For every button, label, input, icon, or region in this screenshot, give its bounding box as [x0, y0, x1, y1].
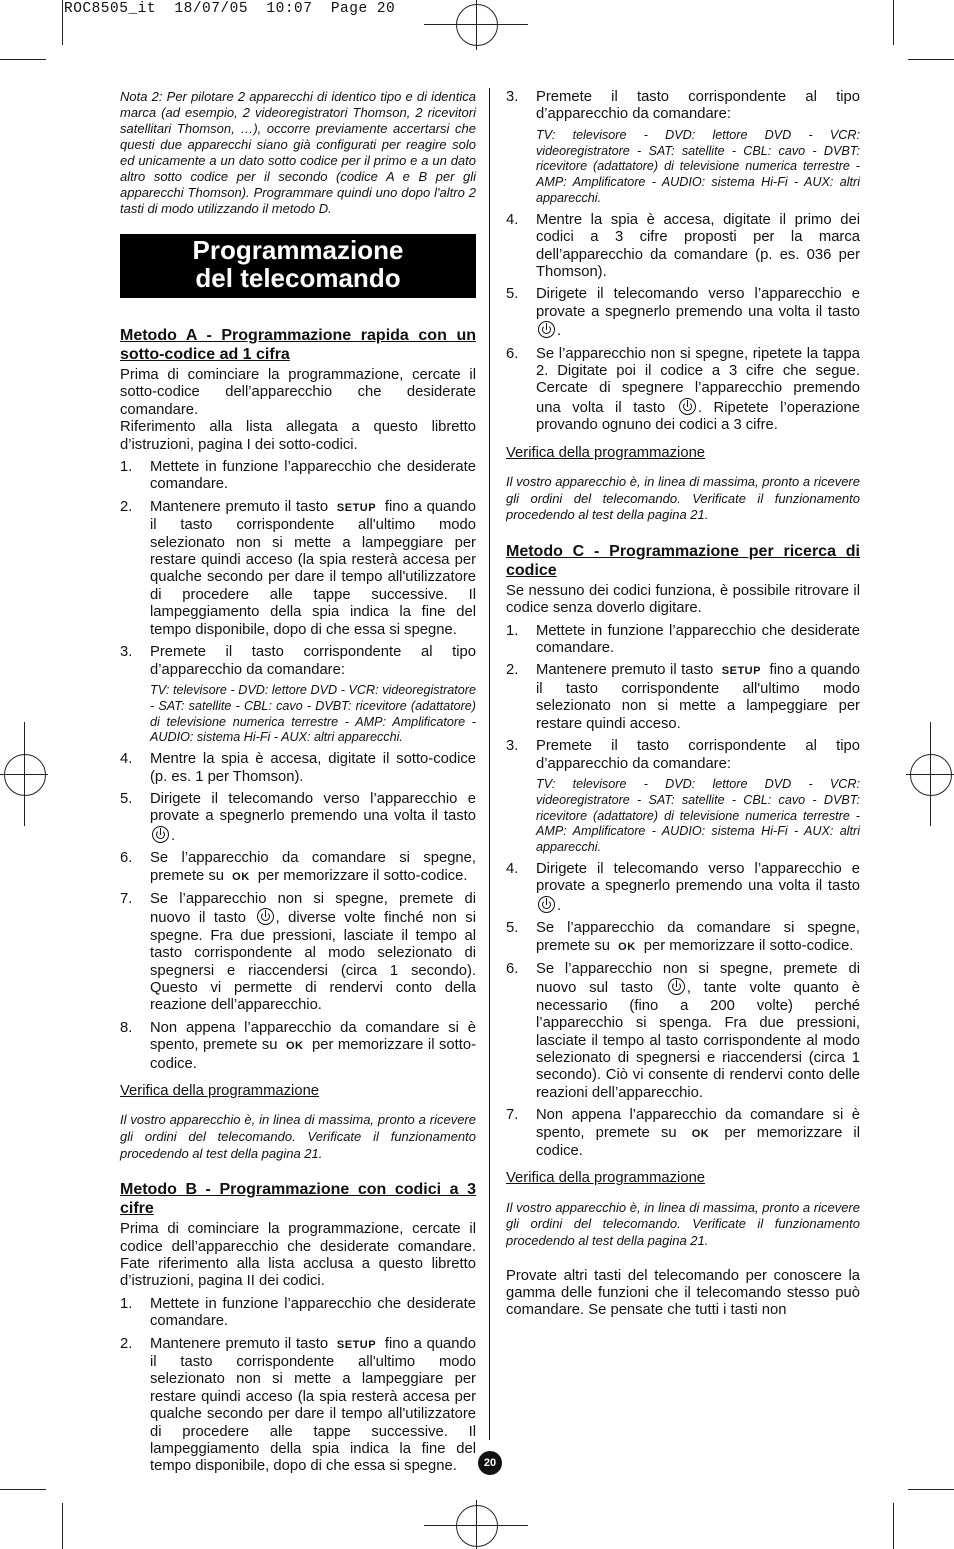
list-item: 3. Premete il tasto corrispondente al tipo d’apparecchio da comandare: TV: televisore - DVD: lettore DVD - VCR: videoregistratore - SAT: satellite - CBL: cavo - DVBT: ricevitore (adattatore) di televisione numerica terrestre - AMP: Amplificatore - AUDIO: sistema Hi-Fi - AUX: altri apparecchi.: [506, 89, 860, 205]
ok-key-label: OK: [618, 940, 636, 953]
registration-mark: [456, 4, 498, 46]
method-c-heading: Metodo C - Programmazione per ricerca di codice: [506, 542, 860, 579]
ok-key-label: OK: [691, 1127, 710, 1140]
crop-mark: [908, 1489, 954, 1490]
verify-note: Il vostro apparecchio è, in linea di massima, pronto a ricevere gli ordini del telecomando. Verificate il funzionamento procedendo al test della pagina 21.: [120, 1112, 476, 1161]
left-column: [120, 89, 476, 1481]
list-item: 6. Se l’apparecchio non si spegne, ripetete la tappa 2. Digitate poi il codice a 3 cifre che segue. Cercate di spegnere l’apparecchio premendo una volta il tasto . Ripetete l’operazione provando ognuno dei codici a 3 cifre.: [506, 345, 860, 434]
list-item: 5. Dirigete il telecomando verso l’apparecchio e provate a spegnerlo premendo una volta il tasto .: [120, 790, 476, 844]
note-2: Nota 2: Per pilotare 2 apparecchi di identico tipo e di identica marca (ad esempio, 2 videoregistratori Thomson, 2 ricevitori satellitari Thomson, …), occorre previamente accertarsi che questi due apparecchi siano già configurati per reagire solo ed unicamente a un dato sotto codice per il primo e a un dato altro sotto codice per il secondo (codice A e B per gli apparecchi Thomson). Programmare quindi uno dopo l'altro 2 tasti di modo utilizzando il metodo D.: [120, 89, 476, 216]
list-item: 4. Mentre la spia è accesa, digitate il sotto-codice (p. es. 1 per Thomson).: [120, 751, 476, 785]
verify-heading: Verifica della programmazione: [120, 1083, 320, 1099]
device-types-note: TV: televisore - DVD: lettore DVD - VCR: videoregistratore - SAT: satellite - CBL: cavo - DVBT: ricevitore (adattatore) di televisione numerica terrestre - AMP: Amplificatore - AUDIO: sistema Hi-Fi - AUX: altri apparecchi.: [150, 682, 476, 745]
crop-mark: [0, 59, 46, 60]
list-item: 4. Mentre la spia è accesa, digitate il primo dei codici a 3 cifre proposti per la marca dell’apparecchio da comandare (p. es. 036 per Thomson).: [506, 211, 860, 281]
list-item: 5. Dirigete il telecomando verso l’apparecchio e provate a spegnerlo premendo una volta il tasto .: [506, 286, 860, 340]
registration-line: [24, 722, 25, 826]
list-item: 6. Se l’apparecchio da comandare si spegne, premete su OK per memorizzare il sotto-codice.: [120, 850, 476, 884]
crop-mark: [908, 59, 954, 60]
setup-key-label: SETUP: [336, 1338, 377, 1351]
registration-mark: [910, 754, 952, 796]
right-column: [506, 89, 860, 1441]
registration-mark: [4, 754, 46, 796]
list-item: 5. Se l’apparecchio da comandare si spegne, premete su OK per memorizzare il sotto-codice.: [506, 920, 860, 954]
list-item: 1. Mettete in funzione l’apparecchio che desiderate comandare.: [120, 1295, 476, 1330]
registration-line: [930, 722, 931, 826]
crop-mark: [893, 0, 894, 45]
section-title-line: Programmazione: [192, 235, 404, 265]
crop-mark: [893, 1503, 894, 1549]
list-item: 7. Non appena l’apparecchio da comandare si è spento, premete su OK per memorizzare il codice.: [506, 1107, 860, 1159]
ok-key-label: OK: [285, 1040, 304, 1053]
power-icon: [679, 398, 696, 415]
registration-mark: [456, 1505, 498, 1547]
column-divider: [489, 88, 490, 1440]
list-item: 4. Dirigete il telecomando verso l’apparecchio e provate a spegnerlo premendo una volta il tasto .: [506, 860, 860, 914]
device-types-note: TV: televisore - DVD: lettore DVD - VCR: videoregistratore - SAT: satellite - CBL: cavo - DVBT: ricevitore (adattatore) di televisione numerica terrestre - AMP: Amplificatore - AUDIO: sistema Hi-Fi - AUX: altri apparecchi.: [536, 127, 860, 205]
crop-mark: [0, 1489, 46, 1490]
method-b-heading: Metodo B - Programmazione con codici a 3 cifre: [120, 1181, 476, 1218]
setup-key-label: SETUP: [721, 665, 761, 678]
power-icon: [668, 978, 685, 995]
registration-line: [476, 1500, 477, 1549]
method-a-reference: Riferimento alla lista allegata a questo libretto d’istruzioni, pagina I dei sotto-codici.: [120, 419, 476, 453]
crop-mark: [62, 0, 63, 45]
list-item: 2. Mantenere premuto il tasto SETUP fino a quando il tasto corrispondente all'ultimo modo selezionato non si mette a lampeggiare per restare quindi acceso (la spia resterà accesa per qualche secondo per dare il tempo all'utilizzatore di procedere alle tappe successive. Il lampeggiamento della spia indica la fine del tempo disponibile, dopo di che essa si spegne.: [120, 498, 476, 638]
power-icon: [538, 321, 555, 338]
registration-line: [476, 0, 477, 50]
method-c-steps: [506, 623, 860, 1161]
list-item: 2. Mantenere premuto il tasto SETUP fino a quando il tasto corrispondente all'ultimo modo selezionato non si mette a lampeggiare per restare quindi acceso.: [506, 662, 860, 732]
list-item: 2. Mantenere premuto il tasto SETUP fino a quando il tasto corrispondente all'ultimo modo selezionato non si mette a lampeggiare per restare quindi acceso (la spia resterà accesa per qualche secondo per dare il tempo all'utilizzatore di procedere alle tappe successive. Il lampeggiamento della spia indica la fine del tempo disponibile, dopo di che essa si spegne.: [120, 1335, 476, 1475]
method-a-intro: Prima di cominciare la programmazione, cercate il sotto-codice dell’apparecchio che desiderate comandare.: [120, 367, 476, 418]
section-title-line: del telecomando: [195, 263, 401, 293]
power-icon: [257, 908, 274, 925]
power-icon: [152, 826, 169, 843]
print-header: ROC8505_it 18/07/05 10:07 Page 20: [64, 1, 396, 17]
verify-heading: Verifica della programmazione: [506, 444, 706, 461]
crop-mark: [62, 1503, 63, 1549]
method-b-steps-part1: [120, 1296, 476, 1476]
closing-paragraph: Provate altri tasti del telecomando per conoscere la gamma delle funzioni che il telecomando stesso può comandare. Se pensate che tutti i tasti non: [506, 1267, 860, 1319]
device-types-note: TV: televisore - DVD: lettore DVD - VCR: videoregistratore - SAT: satellite - CBL: cavo - DVBT: ricevitore (adattatore) di televisione numerica terrestre - AMP: Amplificatore - AUDIO: sistema Hi-Fi - AUX: altri apparecchi.: [536, 776, 860, 855]
method-a-steps: [120, 459, 476, 1073]
list-item: 8. Non appena l’apparecchio da comandare si è spento, premete su OK per memorizzare il sotto-codice.: [120, 1019, 476, 1072]
list-item: 7. Se l’apparecchio non si spegne, premete di nuovo il tasto , diverse volte finché non si spegne. Fra due pressioni, lasciate il tempo al tasto corrispondente al modo selezionato di spegnersi e riaccendersi (circa 1 secondo). Questo vi permette di rendervi conto della reazione dell’apparecchio.: [120, 890, 476, 1014]
method-b-intro: Prima di cominciare la programmazione, cercate il codice dell’apparecchio che desiderate comandare. Fate riferimento alla lista acclusa a questo libretto d’istruzioni, pagina II dei codici.: [120, 1221, 476, 1290]
list-item: 3. Premete il tasto corrispondente al tipo d’apparecchio da comandare: TV: televisore - DVD: lettore DVD - VCR: videoregistratore - SAT: satellite - CBL: cavo - DVBT: ricevitore (adattatore) di televisione numerica terrestre - AMP: Amplificatore - AUDIO: sistema Hi-Fi - AUX: altri apparecchi.: [120, 644, 476, 745]
verify-note: Il vostro apparecchio è, in linea di massima, pronto a ricevere gli ordini del telecomando. Verificate il funzionamento procedendo al test della pagina 21.: [506, 1199, 860, 1248]
list-item: 3. Premete il tasto corrispondente al tipo d’apparecchio da comandare: TV: televisore - DVD: lettore DVD - VCR: videoregistratore - SAT: satellite - CBL: cavo - DVBT: ricevitore (adattatore) di televisione numerica terrestre - AMP: Amplificatore - AUDIO: sistema Hi-Fi - AUX: altri apparecchi.: [506, 738, 860, 855]
setup-key-label: SETUP: [336, 501, 377, 514]
verify-note: Il vostro apparecchio è, in linea di massima, pronto a ricevere gli ordini del telecomando. Verificate il funzionamento procedendo al test della pagina 21.: [506, 474, 860, 523]
verify-heading: Verifica della programmazione: [506, 1170, 706, 1187]
list-item: 6. Se l’apparecchio non si spegne, premete di nuovo sul tasto , tante volte quanto è necessario (fino a 200 volte) perché l’apparecchio si spenga. Fra due pressioni, lasciate il tempo al tasto corrispondente al modo selezionato di spegnersi e riaccendersi (circa 1 secondo). Ciò vi consente di rendervi conto delle reazioni dell’apparecchio.: [506, 960, 860, 1101]
list-item: 1. Mettete in funzione l’apparecchio che desiderate comandare.: [120, 459, 476, 493]
list-item: 1. Mettete in funzione l’apparecchio che desiderate comandare.: [506, 622, 860, 657]
method-b-steps-part2: [506, 89, 860, 435]
ok-key-label: OK: [232, 870, 250, 883]
section-title: [120, 234, 476, 298]
page-number: 20: [478, 1451, 502, 1475]
power-icon: [538, 896, 555, 913]
method-c-intro: Se nessuno dei codici funziona, è possibile ritrovare il codice senza doverlo digitare.: [506, 582, 860, 617]
method-a-heading: Metodo A - Programmazione rapida con un sotto-codice ad 1 cifra: [120, 327, 476, 363]
